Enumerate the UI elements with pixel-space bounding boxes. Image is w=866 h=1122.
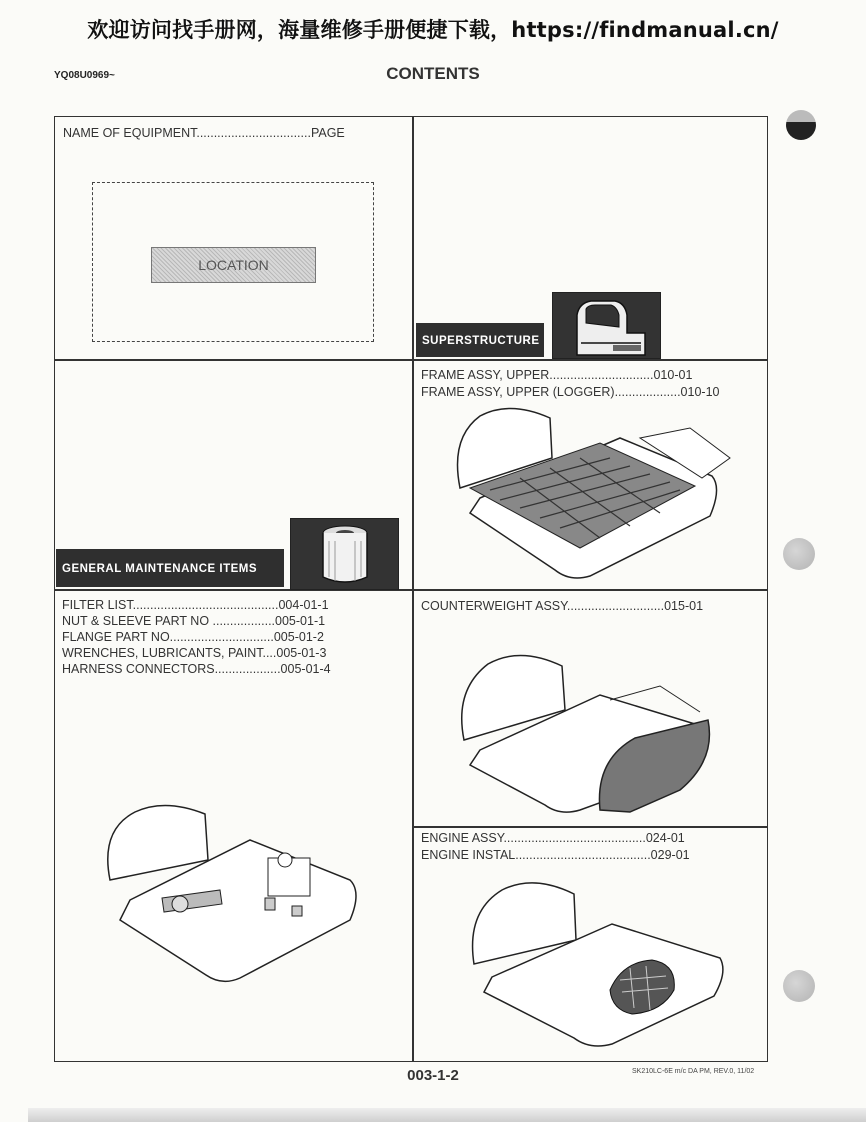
download-banner: 欢迎访问找手册网，海量维修手册便捷下载，https://findmanual.cn/	[87, 18, 779, 42]
location-label: LOCATION	[151, 247, 316, 283]
contents-entry[interactable]: FRAME ASSY, UPPER..............................010-01	[421, 368, 693, 382]
scan-edge	[28, 1108, 866, 1122]
page-title: CONTENTS	[386, 64, 480, 83]
engine-illustration	[462, 872, 732, 1052]
superstructure-section-label: SUPERSTRUCTURE	[416, 323, 544, 357]
contents-entry[interactable]: FRAME ASSY, UPPER (LOGGER)...................010-10	[421, 385, 720, 399]
binder-hole-bottom	[783, 970, 815, 1002]
contents-entry[interactable]: FILTER LIST..........................................004-01-1	[62, 598, 329, 612]
contents-entry[interactable]: FLANGE PART NO..............................005-01-2	[62, 630, 324, 644]
counterweight-illustration	[450, 640, 720, 820]
contents-entry[interactable]: COUNTERWEIGHT ASSY............................015-01	[421, 599, 704, 613]
contents-entry[interactable]: WRENCHES, LUBRICANTS, PAINT....005-01-3	[62, 646, 327, 660]
binder-hole-middle	[783, 538, 815, 570]
page-number: 003-1-2	[407, 1067, 459, 1084]
general-maintenance-illustration	[100, 800, 370, 990]
contents-entry[interactable]: NUT & SLEEVE PART NO ..................005-01-1	[62, 614, 326, 628]
binder-hole-top	[786, 110, 816, 140]
revision-note: SK210LC-6E m/c DA PM, REV.0, 11/02	[632, 1068, 755, 1075]
document-id: YQ08U0969~	[54, 70, 115, 81]
contents-entry[interactable]: ENGINE INSTAL.......................................029-01	[421, 848, 690, 862]
row-divider	[54, 589, 768, 591]
excavator-cab-icon	[552, 292, 661, 359]
contents-entry[interactable]: HARNESS CONNECTORS...................005-01-4	[62, 662, 331, 676]
row-divider	[54, 359, 768, 361]
name-of-equipment-header: NAME OF EQUIPMENT.................................PAGE	[63, 126, 345, 140]
contents-entry[interactable]: ENGINE ASSY.........................................024-01	[421, 831, 685, 845]
row-divider	[412, 826, 768, 828]
general-maintenance-section-label: GENERAL MAINTENANCE ITEMS	[56, 549, 284, 587]
upper-frame-illustration	[440, 398, 740, 583]
oil-filter-icon	[290, 518, 399, 590]
